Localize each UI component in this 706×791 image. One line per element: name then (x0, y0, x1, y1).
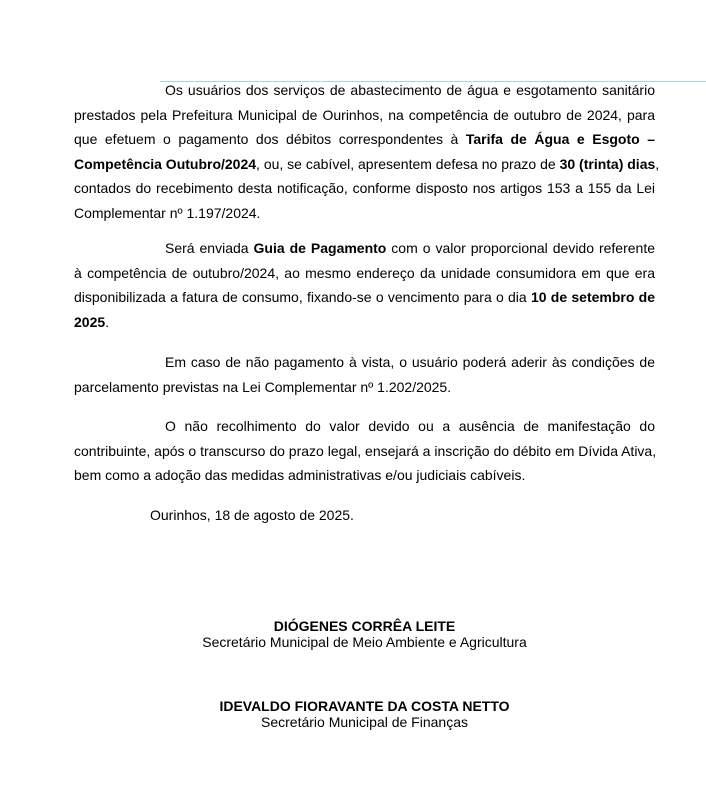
text-segment: contribuinte, após o transcurso do prazo legal, ensejará a inscrição do débito em Dívida Ativa, (74, 442, 657, 459)
signatory-role: Secretário Municipal de Finanças (261, 714, 468, 730)
text-segment: , (655, 155, 660, 172)
text-line (74, 439, 655, 464)
text-line (74, 127, 655, 152)
text-segment: prestados pela Prefeitura Municipal de Ourinhos, na competência de outubro de 2024, para (74, 106, 655, 123)
text-line (74, 375, 655, 400)
text-line (74, 350, 655, 375)
document-date: Ourinhos, 18 de agosto de 2025. (150, 507, 354, 523)
signatory-role: Secretário Municipal de Meio Ambiente e Agricultura (202, 634, 527, 650)
text-line (74, 310, 655, 335)
signature-block-environment (0, 618, 706, 650)
paragraph-payment-guide (74, 236, 655, 334)
text-line (74, 78, 655, 103)
text-segment: que efetuem o pagamento dos débitos correspondentes à (74, 131, 466, 147)
bold-text: 2025 (74, 313, 106, 330)
text-segment: O não recolhimento do valor devido ou a ausência de manifestação do (165, 418, 655, 434)
text-segment: Será enviada (165, 240, 254, 256)
text-segment: . (105, 313, 110, 330)
text-line (74, 236, 655, 261)
bold-text: Tarifa de Água e Esgoto – (465, 131, 655, 147)
text-line (74, 201, 655, 226)
paragraph-installments (74, 350, 655, 399)
text-segment: disponibilizada a fatura de consumo, fixando-se o vencimento para o dia (74, 289, 531, 305)
text-line (74, 261, 655, 286)
text-segment: , ou, se cabível, apresentem defesa no prazo de (256, 155, 560, 172)
text-segment: bem como a adoção das medidas administrativas e/ou judiciais cabíveis. (74, 467, 526, 483)
bold-text: 10 de setembro de (530, 289, 656, 305)
text-segment: à competência de outubro/2024, ao mesmo endereço da unidade consumidora em que era (74, 264, 655, 281)
text-segment: Os usuários dos serviços de abastecimento de água e esgotamento sanitário (165, 82, 655, 98)
text-segment: Em caso de não pagamento à vista, o usuário poderá aderir às condições de (165, 354, 655, 370)
text-line (74, 285, 655, 310)
text-segment: contados do recebimento desta notificação, conforme disposto nos artigos 153 a 155 da Lei (74, 180, 655, 196)
text-segment: com o valor proporcional devido referente (386, 240, 655, 256)
text-line (74, 103, 655, 128)
paragraph-notification (74, 78, 660, 225)
signatory-name: IDEVALDO FIORAVANTE DA COSTA NETTO (219, 698, 510, 714)
bold-text: Guia de Pagamento (253, 240, 387, 256)
signature-block-finance (0, 698, 706, 730)
signatory-name: DIÓGENES CORRÊA LEITE (273, 618, 456, 634)
text-line (74, 463, 655, 488)
paragraph-active-debt (74, 414, 655, 488)
text-line (74, 414, 655, 439)
bold-text: 30 (trinta) dias (559, 155, 656, 172)
text-segment: Complementar nº 1.197/2024. (74, 204, 261, 221)
text-line (74, 152, 660, 177)
text-segment: parcelamento previstas na Lei Complementar nº 1.202/2025. (74, 378, 452, 395)
text-line (74, 176, 655, 201)
bold-text: Competência Outubro/2024 (74, 155, 257, 172)
